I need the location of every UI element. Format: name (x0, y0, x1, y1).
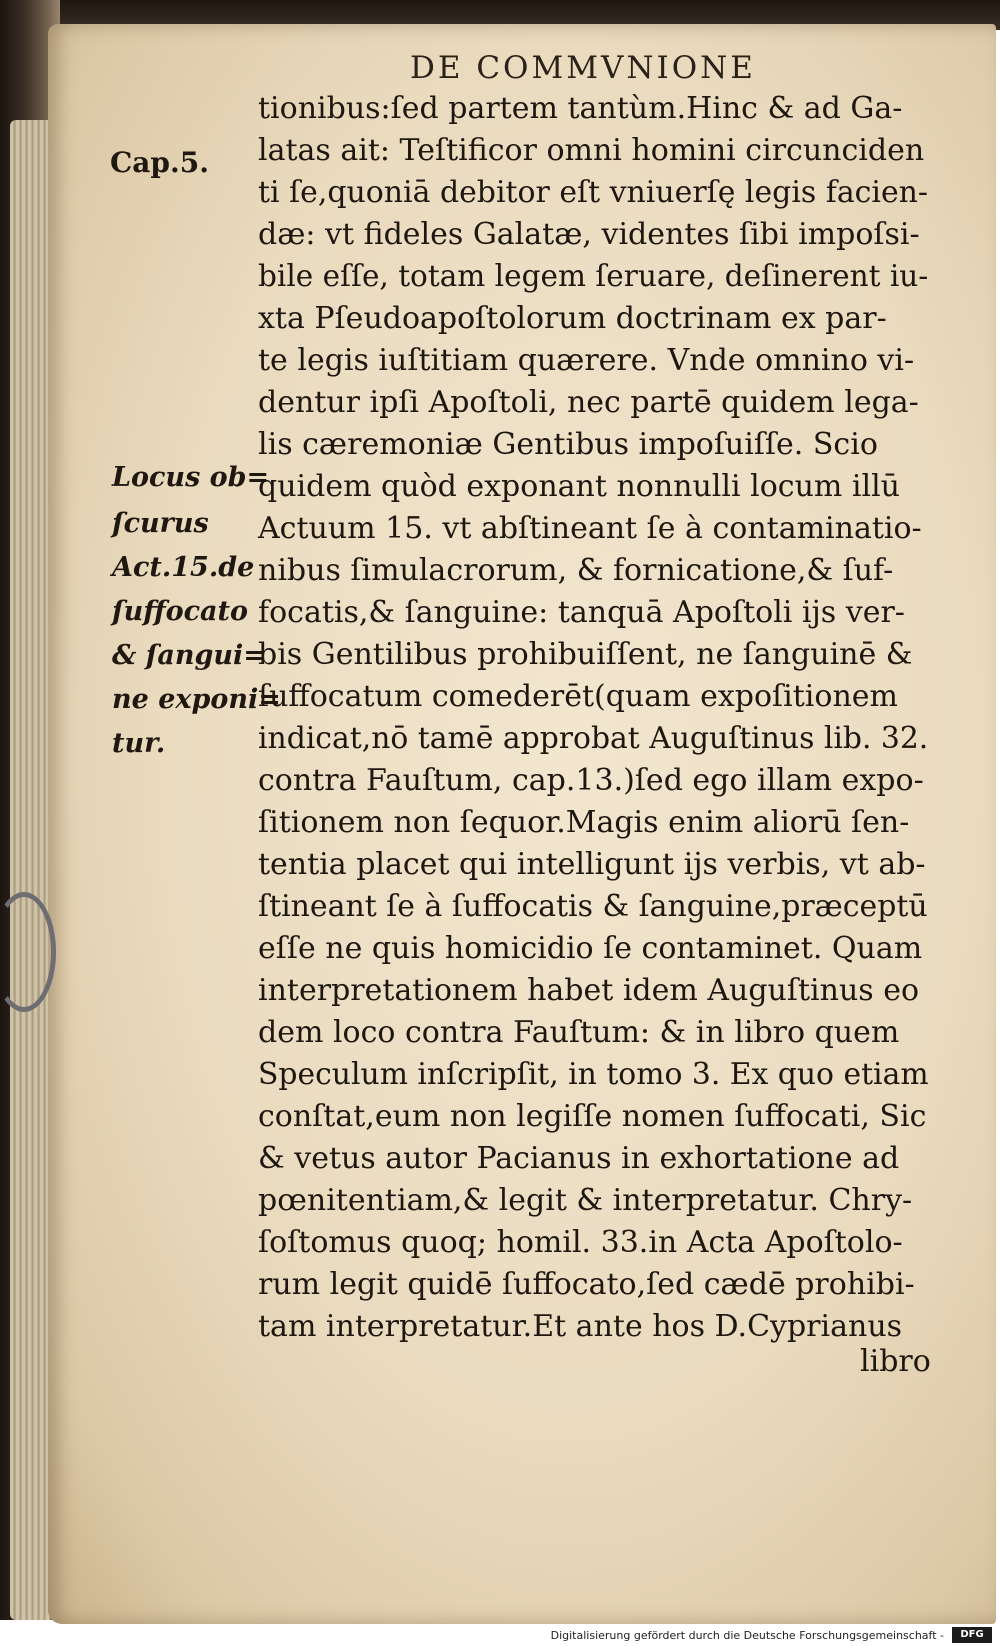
text-line: contra Fauſtum, cap.13.)ſed ego illam expo- (258, 763, 924, 798)
margin-note-locus-line: ſcurus (112, 508, 209, 539)
margin-note-locus-line: Act.15.de (112, 552, 255, 583)
catchword: libro (860, 1344, 931, 1379)
text-line: dæ: vt fideles Galatæ, videntes ſibi impoſsi- (258, 217, 920, 252)
margin-note-locus-line: ſuffocato (112, 596, 249, 627)
text-line: tentia placet qui intelligunt ijs verbis, vt ab- (258, 847, 926, 882)
text-line: rum legit quidē ſuffocato,ſed cædē prohibi- (258, 1267, 915, 1302)
stacked-page-edges (10, 120, 50, 1620)
text-line: bis Gentilibus prohibuiſſent, ne ſanguinē & (258, 637, 913, 672)
text-line: tionibus:ſed partem tantùm.Hinc & ad Ga- (258, 91, 903, 126)
text-line: ſoſtomus quoq; homil. 33.in Acta Apoſtolo- (258, 1225, 903, 1260)
margin-note-locus-line: & ſangui= (112, 640, 266, 671)
dfg-logo: DFG (952, 1627, 992, 1643)
text-line: ſitionem non ſequor.Magis enim aliorū ſen- (258, 805, 910, 840)
text-line: & vetus autor Pacianus in exhortatione ad (258, 1141, 900, 1176)
text-line: nibus ſimulacrorum, & fornicatione,& ſuf- (258, 553, 894, 588)
text-line: te legis iuſtitiam quærere. Vnde omnino vi- (258, 343, 915, 378)
text-line: Actuum 15. vt abſtineant ſe à contaminatio- (258, 511, 922, 546)
text-line: indicat,nō tamē approbat Auguſtinus lib. 32. (258, 721, 929, 756)
text-line: lis cæremoniæ Gentibus impoſuiſſe. Scio (258, 427, 878, 462)
text-line: bile eſſe, totam legem ſeruare, deſinerent iu- (258, 259, 929, 294)
margin-note-locus-line: ne exponi= (112, 684, 281, 715)
margin-note-locus-line: tur. (112, 728, 166, 759)
text-line: quidem quòd exponant nonnulli locum illū (258, 469, 900, 504)
text-line: dentur ipſi Apoſtoli, nec partē quidem lega- (258, 385, 919, 420)
margin-note-locus-line: Locus ob= (112, 462, 270, 493)
text-line: eſſe ne quis homicidio ſe contaminet. Quam (258, 931, 923, 966)
text-line: ſuffocatum comederēt(quam expoſitionem (258, 679, 898, 714)
running-head: DE COMMVNIONE (410, 50, 756, 86)
text-line: conſtat,eum non legiſſe nomen ſuffocati, Sic (258, 1099, 927, 1134)
text-line: xta Pſeudoapoſtolorum doctrinam ex par- (258, 301, 887, 336)
text-line: dem loco contra Fauſtum: & in libro quem (258, 1015, 900, 1050)
text-line: tam interpretatur.Et ante hos D.Cyprianus (258, 1309, 903, 1344)
text-line: focatis,& ſanguine: tanquā Apoſtoli ijs ver- (258, 595, 905, 630)
text-line: ti ſe,quoniā debitor eſt vniuerſę legis facien- (258, 175, 929, 210)
text-line: ſtineant ſe à ſuffocatis & ſanguine,præceptū (258, 889, 928, 924)
footer-credit: Digitalisierung gefördert durch die Deutsche Forschungsgemeinschaft - (550, 1629, 944, 1642)
text-line: interpretationem habet idem Auguſtinus eo (258, 973, 920, 1008)
margin-note-chapter: Cap.5. (110, 146, 209, 179)
text-line: latas ait: Teſtificor omni homini circunciden (258, 133, 925, 168)
text-line: Speculum inſcripſit, in tomo 3. Ex quo etiam (258, 1057, 929, 1092)
text-line: pœnitentiam,& legit & interpretatur. Chry- (258, 1183, 913, 1218)
